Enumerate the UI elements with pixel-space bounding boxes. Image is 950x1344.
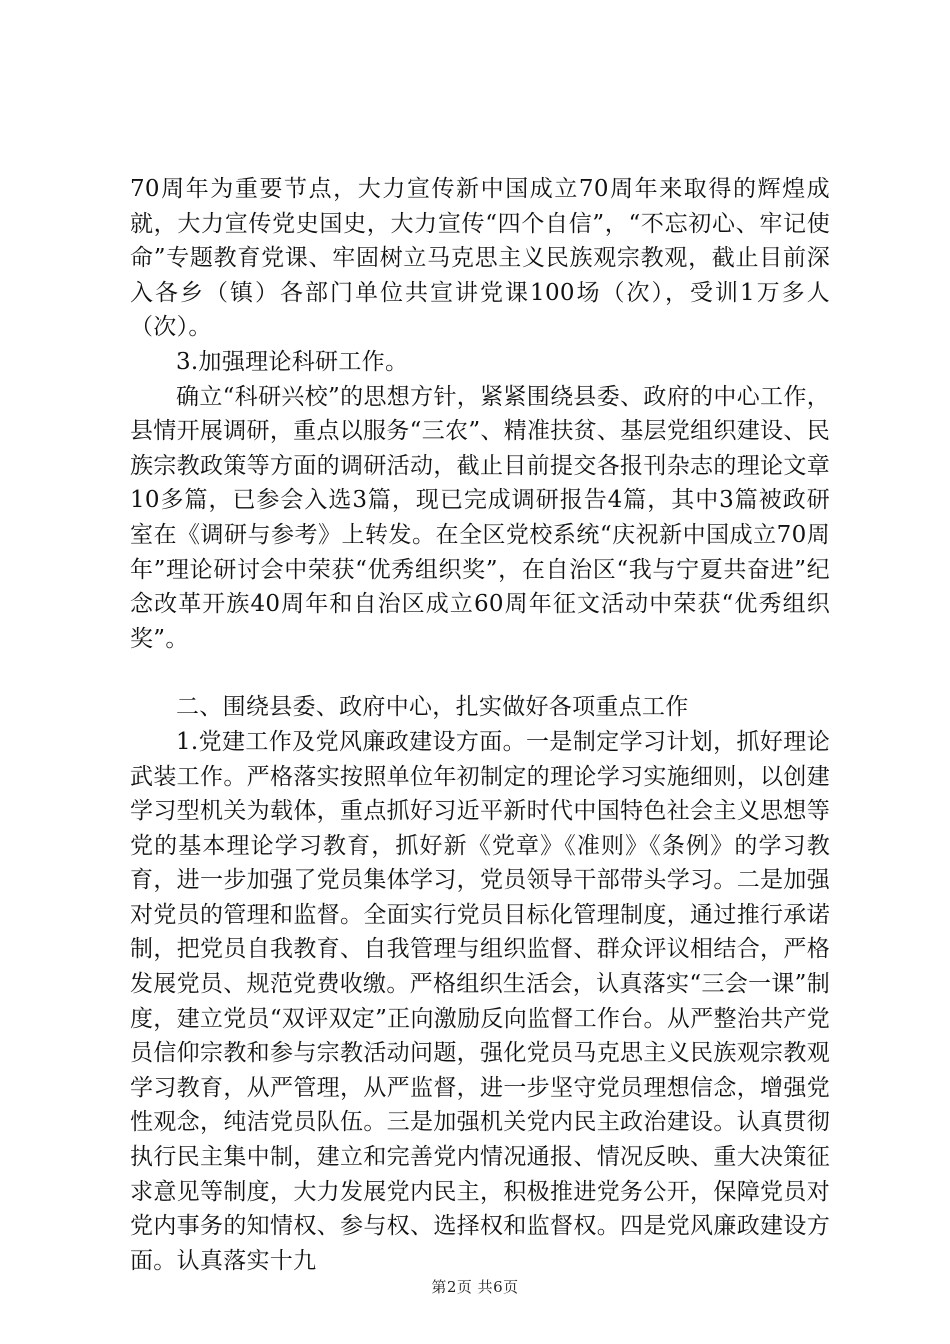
paragraph-party-building: 1.党建工作及党风廉政建设方面。一是制定学习计划，抓好理论武装工作。严格落实按照单位年初制定的理论学习实施细则，以创建学习型机关为载体，重点抓好习近平新时代中国特色社会主义思想等党的基本理论学习教育，抓好新《党章》《准则》《条例》的学习教育，进一步加强了党员集体学习，党员领导干部带头学习。二是加强对党员的管理和监督。全面实行党员目标化管理制度，通过推行承诺制，把党员自我教育、自我管理与组织监督、群众评议相结合，严格发展党员、规范党费收缴。严格组织生活会，认真落实“三会一课”制度，建立党员“双评双定”正向激励反向监督工作台。从严整治共产党员信仰宗教和参与宗教活动问题，强化党员马克思主义民族观宗教观学习教育，从严管理，从严监督，进一步坚守党员理想信念，增强党性观念，纯洁党员队伍。三是加强机关党内民主政治建设。认真贯彻执行民主集中制，建立和完善党内情况通报、情况反映、重大决策征求意见等制度，大力发展党内民主，积极推进党务公开，保障党员对党内事务的知情权、参与权、选择权和监督权。四是党风廉政建设方面。认真落实十九 bbox=[130, 728, 830, 1274]
document-body bbox=[130, 172, 830, 1278]
paragraph-continuation: 70周年为重要节点，大力宣传新中国成立70周年来取得的辉煌成就，大力宣传党史国史，大力宣传“四个自信”，“不忘初心、牢记使命”专题教育党课、牢固树立马克思主义民族观宗教观，截止目前深入各乡（镇）各部门单位共宣讲党课100场（次），受训1万多人（次）。 bbox=[130, 176, 830, 341]
section-heading: 二、围绕县委、政府中心，扎实做好各项重点工作 bbox=[176, 694, 689, 721]
paragraph-research: 确立“科研兴校”的思想方针，紧紧围绕县委、政府的中心工作，县情开展调研，重点以服务“三农”、精准扶贫、基层党组织建设、民族宗教政策等方面的调研活动，截止目前提交各报刊杂志的理论文章10多篇，已参会入选3篇，现已完成调研报告4篇，其中3篇被政研室在《调研与参考》上转发。在全区党校系统“庆祝新中国成立70周年”理论研讨会中荣获“优秀组织奖”，在自治区“我与宁夏共奋进”纪念改革开族40周年和自治区成立60周年征文活动中荣获“优秀组织奖”。 bbox=[130, 383, 830, 652]
page-footer: 第2页 共6页 bbox=[431, 1278, 519, 1296]
subheading-research: 3.加强理论科研工作。 bbox=[176, 348, 409, 375]
